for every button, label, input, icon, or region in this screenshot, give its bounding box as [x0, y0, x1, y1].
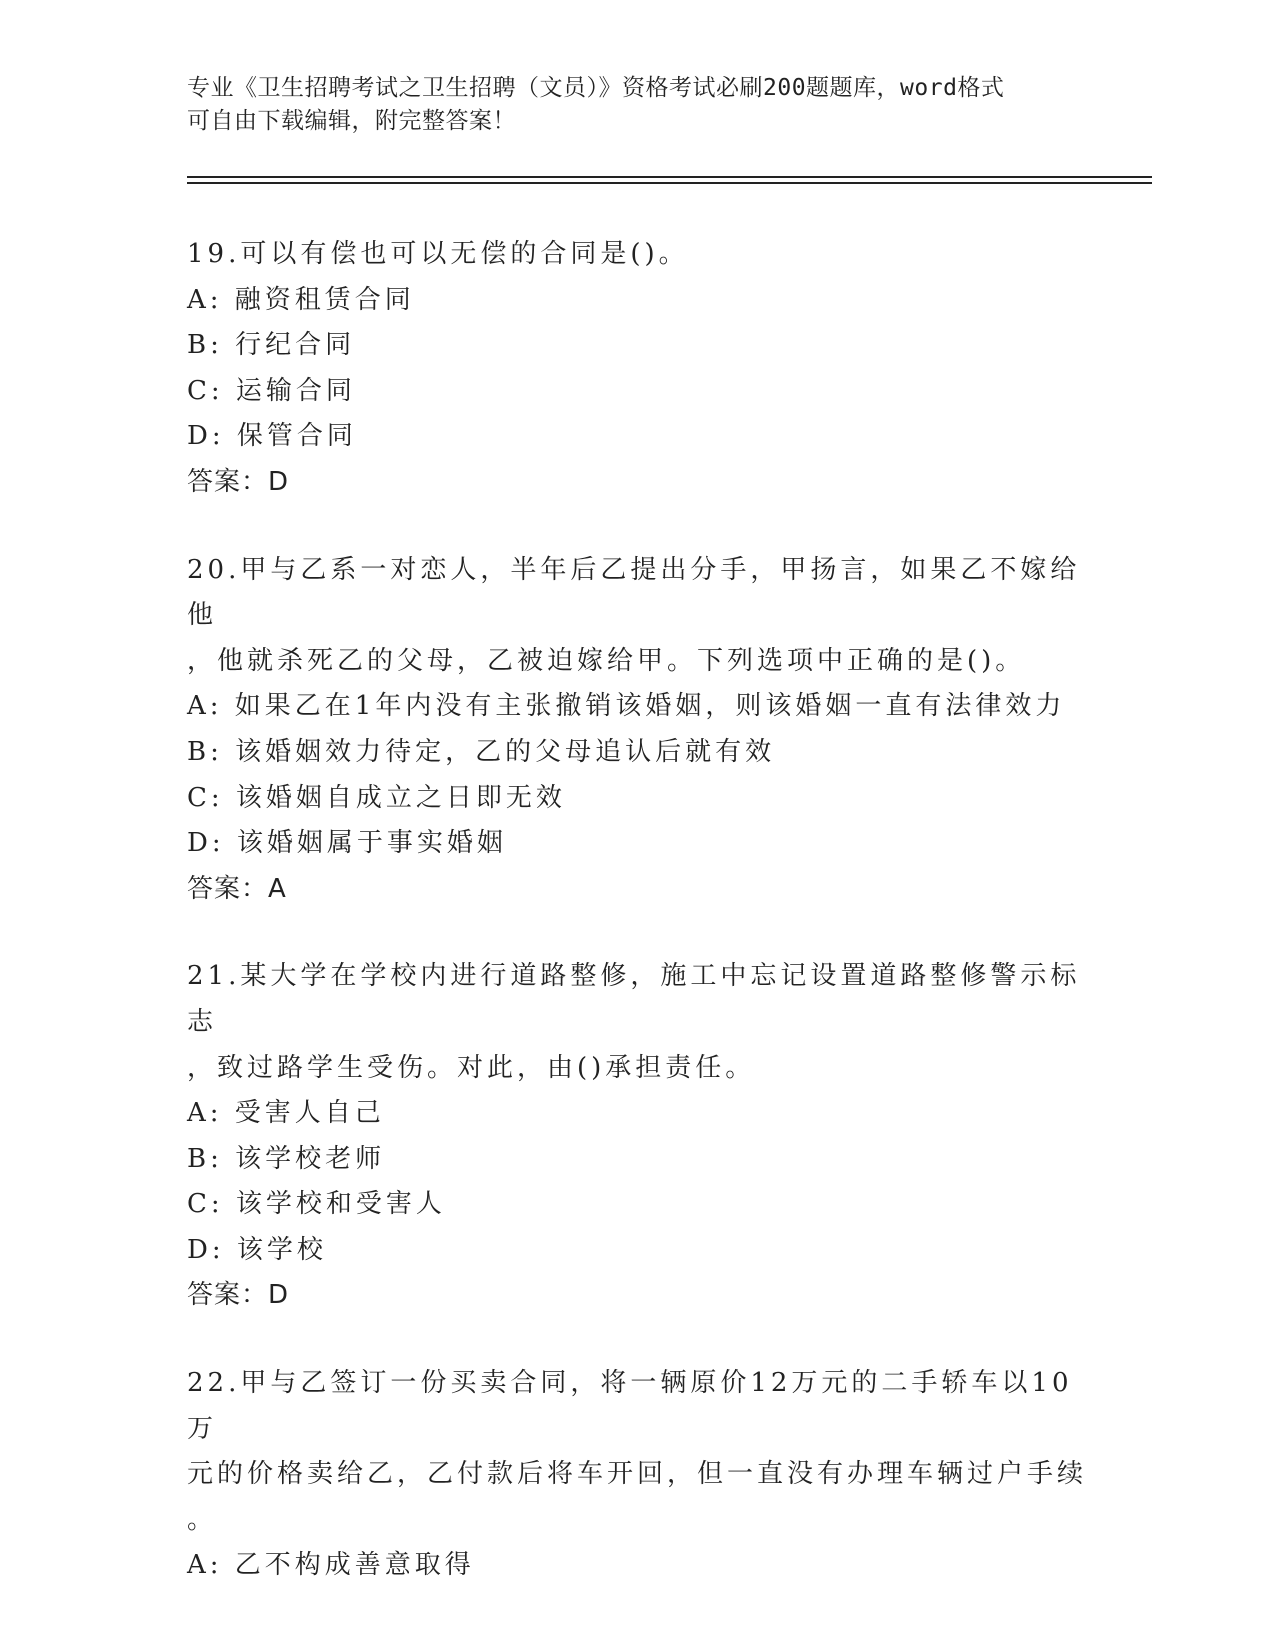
question-text: 19.可以有偿也可以无偿的合同是()。	[187, 239, 689, 269]
option-a: A: 融资租赁合同	[187, 284, 415, 315]
option-c: C: 该学校和受害人	[187, 1189, 446, 1220]
header-divider-top	[187, 176, 1152, 178]
option-a: A: 如果乙在1年内没有主张撤销该婚姻，则该婚姻一直有法律效力	[187, 691, 1066, 722]
option-b: B: 该学校老师	[187, 1143, 386, 1174]
question-text-continued: ，致过路学生受伤。对此，由()承担责任。	[187, 1052, 756, 1083]
answer: 答案：A	[187, 873, 287, 904]
header-line-2: 可自由下载编辑，附完整答案！	[187, 108, 516, 134]
header-divider-bottom	[187, 182, 1152, 184]
question-text: 22.甲与乙签订一份买卖合同，将一辆原价12万元的二手轿车以10万	[187, 1368, 1073, 1444]
option-d: D: 该学校	[187, 1234, 327, 1265]
answer: 答案：D	[187, 466, 290, 497]
question-text-continued: ，他就杀死乙的父母，乙被迫嫁给甲。下列选项中正确的是()。	[187, 645, 1026, 676]
question-list	[187, 232, 1087, 1631]
question-text-continued: 元的价格卖给乙，乙付款后将车开回，但一直没有办理车辆过户手续	[187, 1459, 1088, 1490]
question-text-end: 。	[187, 1504, 218, 1535]
question-22	[187, 1361, 1087, 1589]
option-b: B: 该婚姻效力待定，乙的父母追认后就有效	[187, 736, 776, 767]
question-19	[187, 232, 1087, 506]
answer: 答案：D	[187, 1280, 290, 1311]
question-text: 21.某大学在学校内进行道路整修，施工中忘记设置道路整修警示标志	[187, 961, 1081, 1037]
option-d: D: 该婚姻属于事实婚姻	[187, 828, 507, 859]
question-text: 20.甲与乙系一对恋人，半年后乙提出分手，甲扬言，如果乙不嫁给他	[187, 554, 1081, 631]
option-a: A: 乙不构成善意取得	[187, 1550, 475, 1581]
option-c: C: 运输合同	[187, 375, 356, 406]
document-header	[187, 72, 1067, 138]
question-21	[187, 954, 1087, 1319]
option-b: B: 行纪合同	[187, 330, 356, 361]
header-line-1: 专业《卫生招聘考试之卫生招聘（文员）》资格考试必刷200题题库，word格式	[187, 75, 1005, 101]
question-20	[187, 548, 1087, 913]
option-c: C: 该婚姻自成立之日即无效	[187, 782, 566, 813]
option-d: D: 保管合同	[187, 421, 357, 452]
option-a: A: 受害人自己	[187, 1098, 385, 1129]
